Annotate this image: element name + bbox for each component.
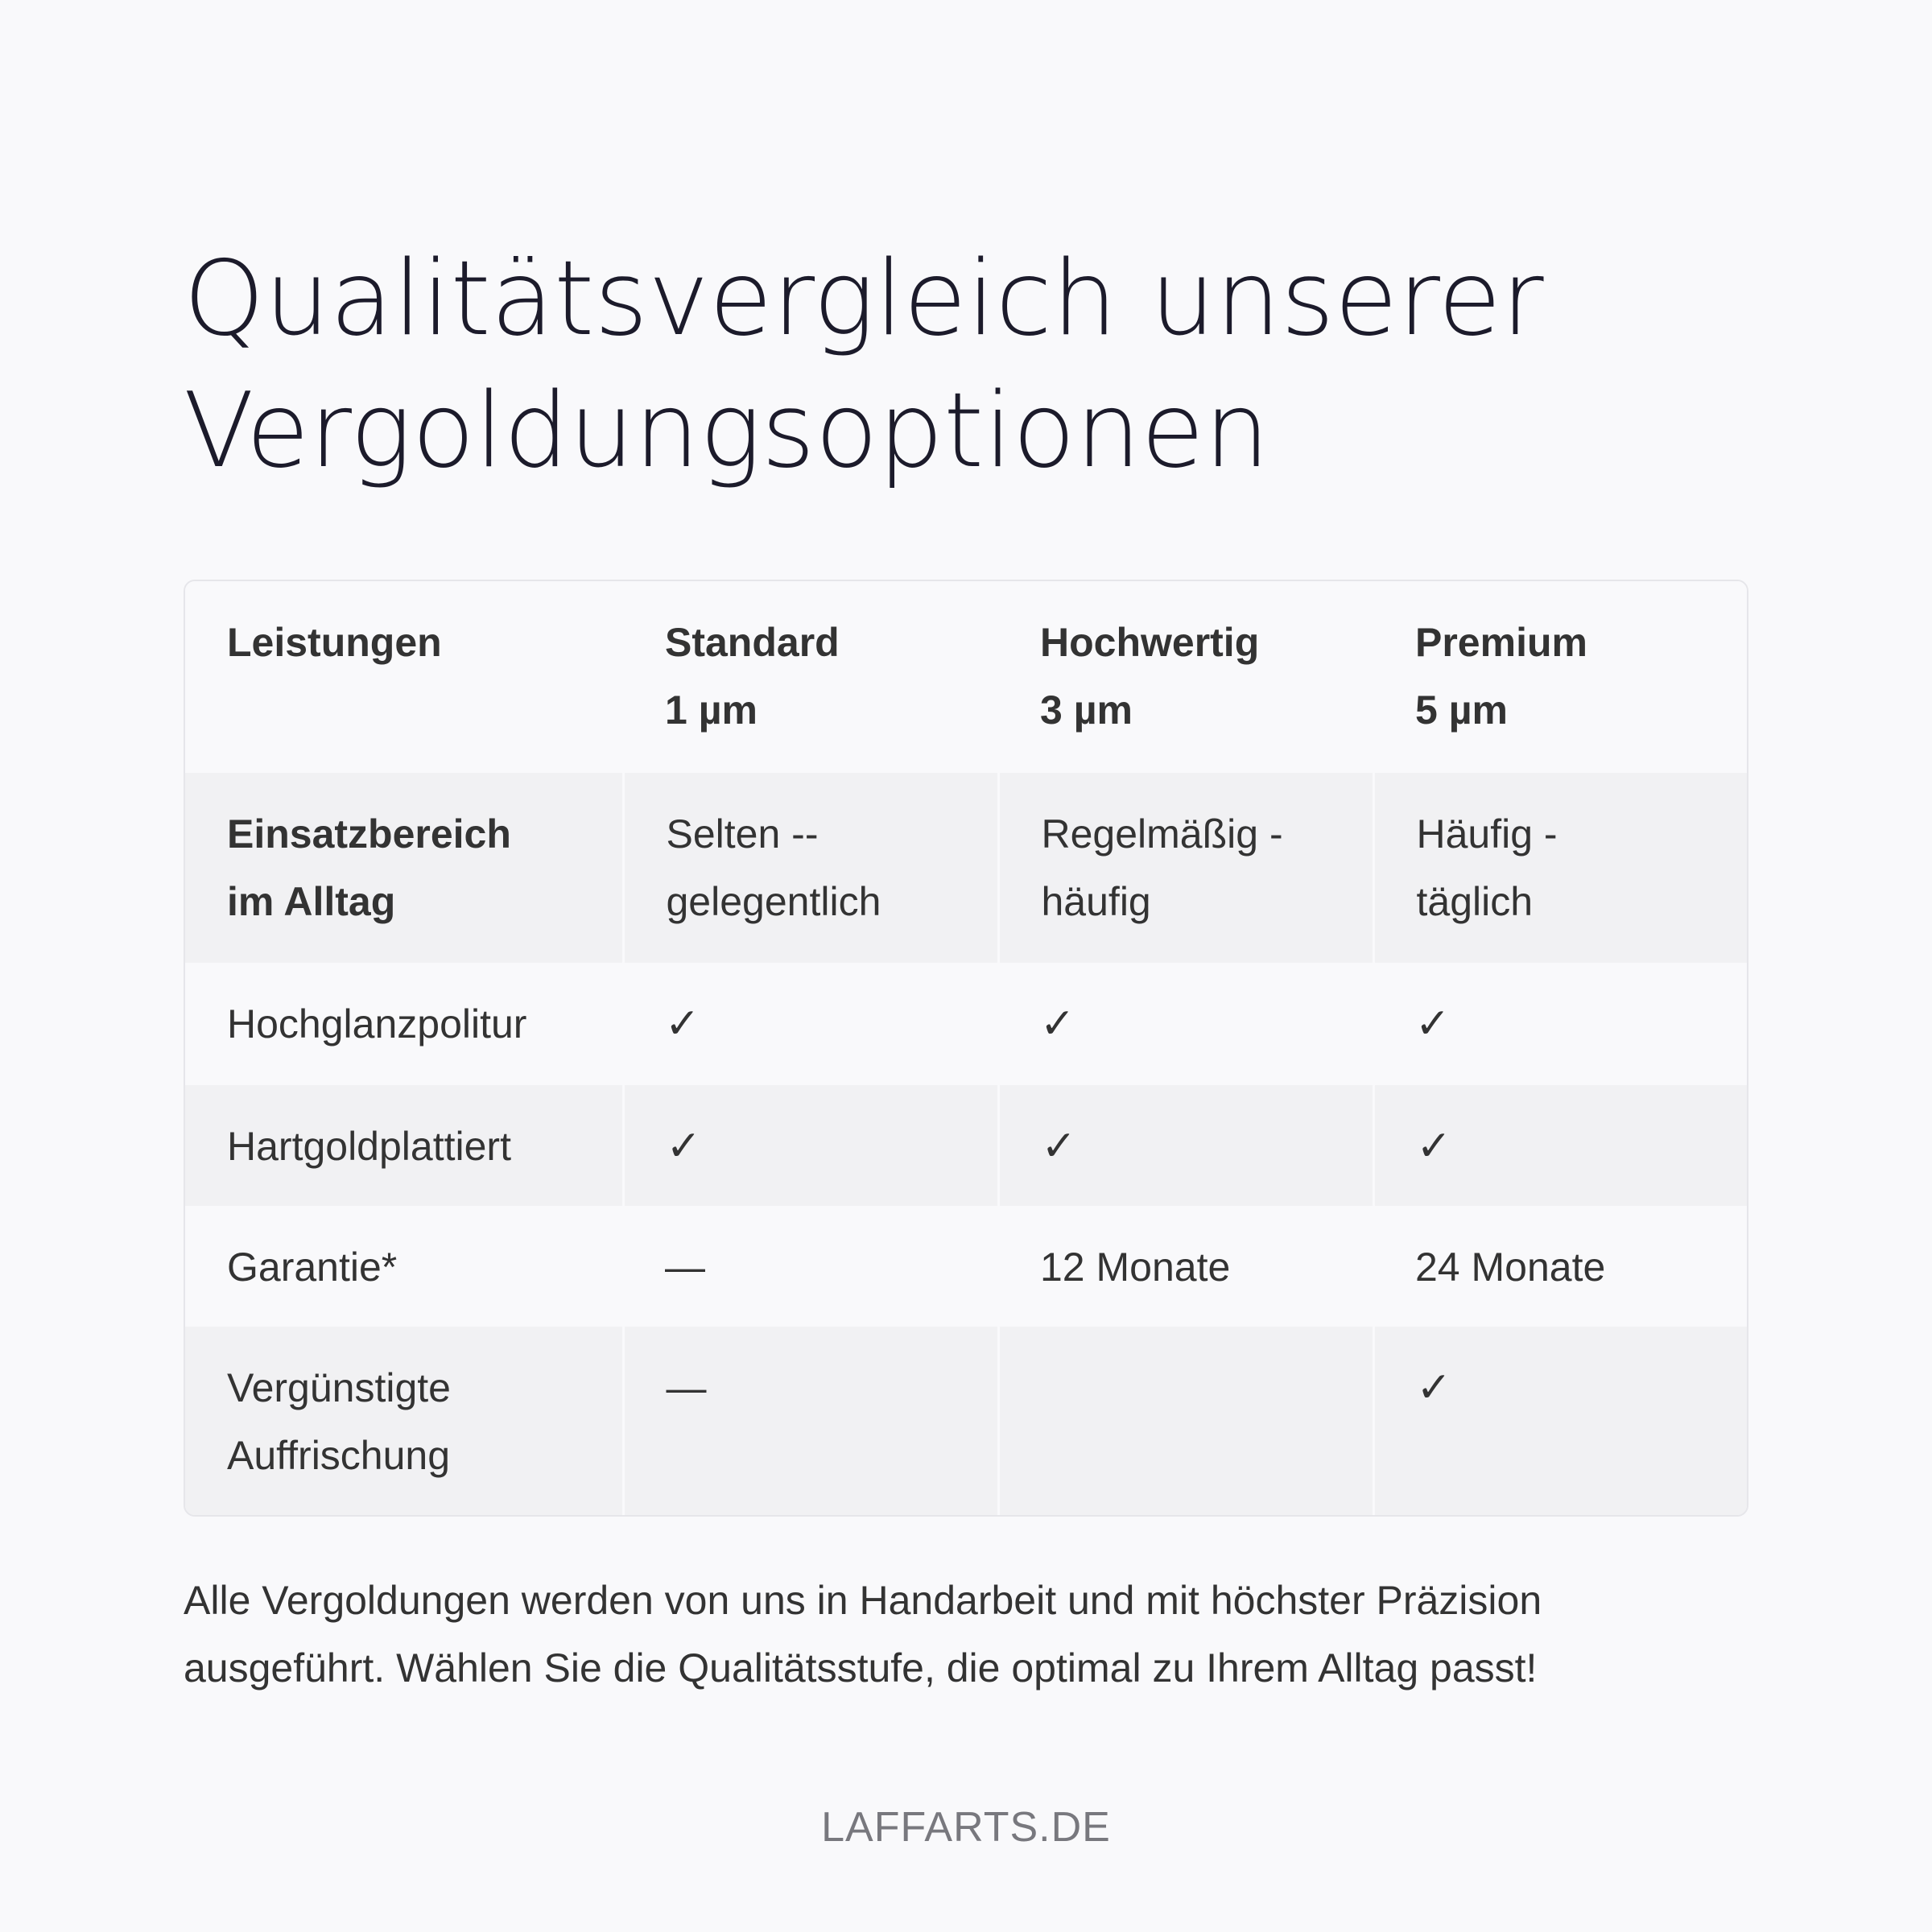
cell-premium	[1373, 773, 1747, 963]
column-header-thickness: 3 µm	[1040, 687, 1133, 733]
row-label	[185, 1085, 623, 1206]
column-header-premium	[1373, 581, 1747, 773]
table-row-vergunstigte-auffrischung	[185, 1327, 1747, 1515]
column-header-label: Hochwertig	[1040, 620, 1260, 665]
row-label-line-1: Hochglanzpolitur	[227, 1001, 527, 1046]
checkmark-icon: ✓	[1415, 1000, 1451, 1048]
column-header-thickness: 1 µm	[665, 687, 758, 733]
cell-hochwertig	[998, 1327, 1373, 1515]
checkmark-icon: ✓	[666, 1122, 702, 1170]
column-header-hochwertig	[998, 581, 1373, 773]
table-row-hochglanzpolitur	[185, 963, 1747, 1085]
comparison-table-card	[184, 580, 1748, 1517]
checkmark-icon: ✓	[1416, 1122, 1452, 1170]
column-header-thickness: 5 µm	[1415, 687, 1508, 733]
checkmark-icon: ✓	[1416, 1364, 1452, 1412]
cell-hochwertig	[998, 1206, 1373, 1327]
footer-brand: LAFFARTS.DE	[821, 1804, 1111, 1851]
cell-line-2: gelegentlich	[666, 879, 881, 924]
checkmark-icon: ✓	[1041, 1122, 1077, 1170]
intro-line-1: Alle Vergoldungen werden von uns in Handarbeit und mit höchster Präzision	[184, 1578, 1542, 1623]
cell-standard	[623, 963, 998, 1085]
column-header-label: Premium	[1415, 620, 1587, 665]
table-row-garantie	[185, 1206, 1747, 1327]
cell-hochwertig	[998, 773, 1373, 963]
row-label-line-1: Garantie*	[227, 1245, 398, 1290]
cell-line-1: 24 Monate	[1415, 1245, 1606, 1290]
cell-line-1: Häufig -	[1416, 811, 1558, 857]
column-header-standard	[623, 581, 998, 773]
row-label-line-2: im Alltag	[227, 879, 396, 924]
column-header-leistungen	[185, 581, 623, 773]
intro-line-2: ausgeführt. Wählen Sie die Qualitätsstufe, die optimal zu Ihrem Alltag passt!	[184, 1645, 1538, 1690]
table-row-einsatzbereich	[185, 773, 1747, 963]
cell-hochwertig	[998, 1085, 1373, 1206]
page-title-line-2: Vergoldungsoptionen	[184, 371, 1270, 491]
cell-premium	[1373, 1327, 1747, 1515]
row-label-line-1: Einsatzbereich	[227, 811, 511, 857]
cell-premium	[1373, 1085, 1747, 1206]
table-row-hartgoldplattiert	[185, 1085, 1747, 1206]
cell-line-2: täglich	[1416, 879, 1534, 924]
checkmark-icon: ✓	[1040, 1000, 1075, 1048]
cell-line-2: häufig	[1041, 879, 1151, 924]
comparison-table	[185, 581, 1747, 1515]
row-label	[185, 963, 623, 1085]
cell-standard	[623, 1085, 998, 1206]
row-label	[185, 1206, 623, 1327]
checkmark-icon: ✓	[665, 1000, 700, 1048]
cell-standard	[623, 773, 998, 963]
row-label	[185, 1327, 623, 1515]
column-header-label: Leistungen	[227, 620, 442, 665]
cell-line-1: Selten --	[666, 811, 819, 857]
cell-line-1: Regelmäßig -	[1041, 811, 1283, 857]
intro-paragraph	[184, 1567, 1761, 1702]
row-label-line-1: Vergünstigte	[227, 1365, 451, 1410]
row-label	[185, 773, 623, 963]
cell-premium	[1373, 1206, 1747, 1327]
dash-icon: —	[665, 1245, 705, 1290]
dash-icon: —	[666, 1365, 707, 1410]
cell-line-1: 12 Monate	[1040, 1245, 1231, 1290]
cell-premium	[1373, 963, 1747, 1085]
column-header-label: Standard	[665, 620, 840, 665]
cell-standard	[623, 1327, 998, 1515]
cell-standard	[623, 1206, 998, 1327]
page-title	[184, 233, 1748, 497]
table-header-row	[185, 581, 1747, 773]
row-label-line-1: Hartgoldplattiert	[227, 1124, 511, 1169]
cell-hochwertig	[998, 963, 1373, 1085]
page-title-line-1: Qualitätsvergleich unserer	[184, 239, 1544, 359]
row-label-line-2: Auffrischung	[227, 1433, 451, 1478]
